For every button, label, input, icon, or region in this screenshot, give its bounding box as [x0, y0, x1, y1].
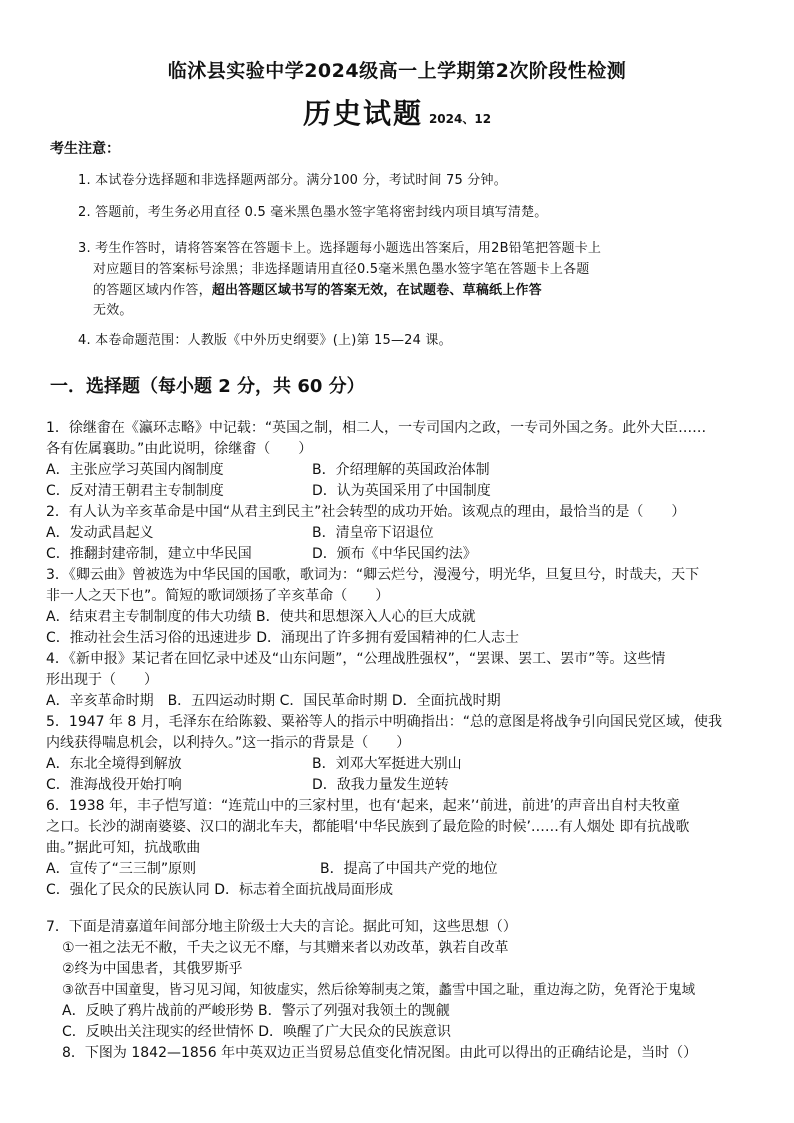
q5-option-b: B．刘邓大军挺进大别山	[312, 756, 462, 772]
subject-title: 历史试题	[302, 97, 423, 130]
q6-stem-line-2: 之口。长沙的湖南婆婆、汉口的湖北车夫，都能唱‘中华民族到了最危险的时候’……有人烟处 即有抗战歌	[46, 819, 690, 835]
q4-options: A．辛亥革命时期 B．五四运动时期 C．国民革命时期 D．全面抗战时期	[46, 693, 501, 709]
q5-option-a: A．东北全境得到解放	[46, 756, 182, 772]
q1-option-c: C．反对清王朝君主专制制度	[46, 483, 224, 499]
q7-stem: 7．下面是清嘉道年间部分地主阶级士大夫的言论。据此可知，这些思想（）	[46, 919, 517, 935]
q7-quote-3: ③欲吾中国童叟，皆习见习闻，知彼虚实，然后徐筹制夷之策，蠡雪中国之耻，重边海之防，免胥沦于鬼域	[62, 982, 696, 998]
q6-stem-line-3: 曲。”据此可知，抗战歌曲	[46, 840, 201, 856]
q1-option-a: A．主张应学习英国内阁制度	[46, 462, 224, 478]
q3-options-ab: A．结束君主专制制度的伟大功绩 B．使共和思想深入人心的巨大成就	[46, 609, 476, 625]
q6-options-cd: C．强化了民众的民族认同 D．标志着全面抗战局面形成	[46, 882, 394, 898]
q5-options-cd	[46, 775, 758, 796]
q2-option-a: A．发动武昌起义	[46, 525, 154, 541]
q2-option-b: B．清皇帝下诏退位	[312, 525, 434, 541]
q7-options-ab: A．反映了鸦片战前的严峻形势 B．警示了列强对我领土的觊觎	[62, 1003, 450, 1019]
notice-item-1: 1. 本试卷分选择题和非选择题两部分。满分100 分，考试时间 75 分钟。	[78, 173, 507, 188]
notice-item-2: 2. 答题前，考生务必用直径 0.5 毫米黑色墨水签字笔将密封线内项目填写清楚。	[78, 205, 548, 220]
q1-options-ab	[46, 460, 758, 481]
subject-title-row	[0, 92, 794, 132]
q2-options-cd	[46, 544, 758, 565]
q8-stem: 8．下图为 1842—1856 年中英双边正当贸易总值变化情况图。由此可以得出的正确结论是，当时（）	[62, 1045, 698, 1061]
q2-option-c: C．推翻封建帝制，建立中华民国	[46, 546, 252, 562]
section-title: 一．选择题（每小题 2 分，共 60 分）	[50, 376, 365, 397]
q1-options-cd	[46, 481, 758, 502]
q6-options-ab	[46, 859, 758, 880]
notice-item-3-line-4: 无效。	[93, 303, 133, 318]
q1-option-b: B．介绍理解的英国政治体制	[312, 462, 490, 478]
notice-item-3-line-2: 对应题目的答案标号涂黑；非选择题请用直径0.5毫米黑色墨水签字笔在答题卡上各题	[93, 262, 590, 277]
q5-stem-line-1: 5．1947 年 8 月，毛泽东在给陈毅、粟裕等人的指示中明确指出：“总的意图是将战争引向国民党区域，使我	[46, 714, 723, 730]
q4-stem-line-2: 形出现于（ ）	[46, 672, 158, 688]
q5-stem-line-2: 内线获得喘息机会，以利持久。”这一指示的背景是（ ）	[46, 735, 411, 751]
q5-option-c: C．淮海战役开始打响	[46, 777, 182, 793]
notice-item-3-line-1: 3. 考生作答时，请将答案答在答题卡上。选择题每小题选出答案后，用2B铅笔把答题卡上	[78, 241, 602, 256]
notice-heading: 考生注意：	[50, 141, 120, 157]
q1-stem-line-2: 各有佐属襄助。”由此说明，徐继畬（ ）	[46, 441, 313, 457]
q1-option-d: D．认为英国采用了中国制度	[312, 483, 491, 499]
notice-item-4: 4. 本卷命题范围：人教版《中外历史纲要》(上)第 15—24 课。	[78, 333, 452, 348]
q2-option-d: D．颁布《中华民国约法》	[312, 546, 477, 562]
q3-options-cd: C．推动社会生活习俗的迅速进步 D．涌现出了许多拥有爱国精神的仁人志士	[46, 630, 520, 646]
notice-item-3-line-3	[93, 280, 753, 301]
q6-option-b: B．提高了中国共产党的地位	[320, 861, 498, 877]
notice-item-3-line-3-b: 超出答题区域书写的答案无效，在试题卷、草稿纸上作答	[211, 283, 542, 298]
q5-options-ab	[46, 754, 758, 775]
q7-quote-1: ①一祖之法无不敝，千夫之议无不靡，与其赠来者以劝改革，孰若自改革	[62, 940, 509, 956]
exam-date: 2024、12	[428, 112, 492, 126]
q2-options-ab	[46, 523, 758, 544]
q6-option-a: A．宣传了“三三制”原则	[46, 861, 197, 877]
q7-options-cd: C．反映出关注现实的经世情怀 D．唤醒了广大民众的民族意识	[62, 1024, 452, 1040]
q4-stem-line-1: 4．《新申报》某记者在回忆录中述及“山东问题”，“公理战胜强权”，“罢课、罢工、罢市”等。这些情	[46, 651, 666, 667]
q3-stem-line-2: 非一人之天下也”。简短的歌词颂扬了辛亥革命（ ）	[46, 588, 390, 604]
q2-stem: 2．有人认为辛亥革命是中国“从君主到民主”社会转型的成功开始。该观点的理由，最恰当的是（ ）	[46, 504, 686, 520]
q5-option-d: D．敌我力量发生逆转	[312, 777, 449, 793]
notice-item-3-line-3-a: 的答题区域内作答，	[93, 283, 212, 298]
q6-stem-line-1: 6．1938 年，丰子恺写道：“连荒山中的三家村里，也有‘起来，起来’‘前进，前进’的声音出自村夫牧童	[46, 798, 681, 814]
q7-quote-2: ②终为中国患者，其俄罗斯乎	[62, 961, 243, 977]
q1-stem-line-1: 1．徐继畬在《瀛环志略》中记载：“英国之制，相二人，一专司国内之政，一专司外国之务。此外大臣……	[46, 420, 707, 436]
q3-stem-line-1: 3．《卿云曲》曾被选为中华民国的国歌，歌词为：“卿云烂兮，漫漫兮，明光华，旦复旦兮，时哉夫，天下	[46, 567, 700, 583]
exam-title: 临沭县实验中学2024级高一上学期第2次阶段性检测	[167, 60, 627, 82]
